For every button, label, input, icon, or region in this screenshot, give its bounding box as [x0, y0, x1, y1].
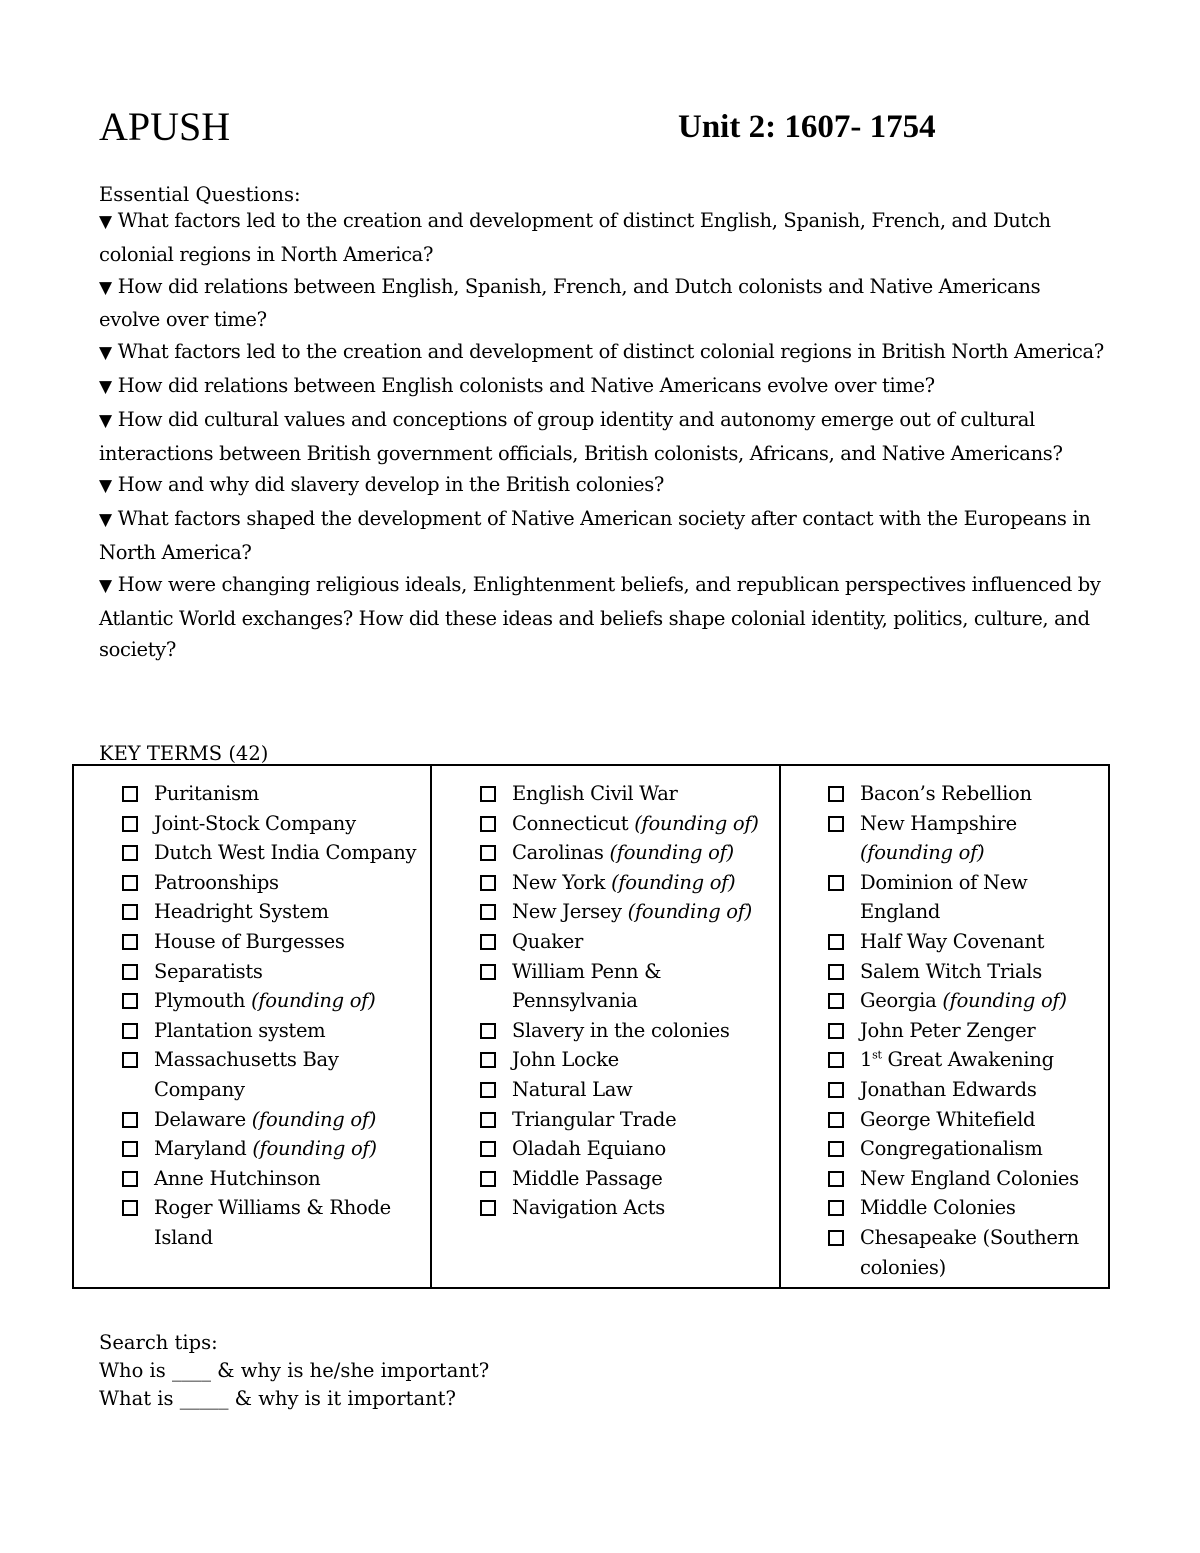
key-term-item: [828, 1164, 1108, 1194]
key-term-label: [154, 897, 329, 927]
key-term-item: [122, 986, 430, 1016]
key-term-item: [828, 1223, 1108, 1282]
key-term-text: John Locke: [512, 1048, 619, 1072]
search-tips-heading: Search tips:: [99, 1331, 218, 1354]
key-term-text: Triangular Trade: [512, 1107, 677, 1131]
key-term-label: [860, 809, 1108, 868]
essential-question-item: [99, 569, 1104, 666]
founding-qualifier: (founding of): [860, 841, 985, 865]
checkbox[interactable]: [122, 786, 138, 802]
key-term-text: Plymouth: [154, 989, 246, 1013]
checkbox[interactable]: [122, 1112, 138, 1128]
key-term-label: [154, 1193, 430, 1252]
checkbox[interactable]: [828, 964, 844, 980]
checkbox[interactable]: [828, 1141, 844, 1157]
checkbox[interactable]: [122, 875, 138, 891]
checkbox[interactable]: [480, 845, 496, 861]
checkbox[interactable]: [828, 1112, 844, 1128]
key-term-item: [480, 1016, 779, 1046]
key-term-label: [154, 1134, 377, 1164]
triangle-bullet-icon: ▼: [99, 212, 112, 232]
key-term-label: [512, 1134, 666, 1164]
checkbox[interactable]: [828, 1230, 844, 1246]
key-term-label: [512, 779, 678, 809]
key-term-label: [154, 809, 356, 839]
key-term-item: [122, 1045, 430, 1104]
essential-question-item: [99, 370, 1104, 404]
key-term-item: [480, 1134, 779, 1164]
triangle-bullet-icon: ▼: [99, 476, 112, 497]
triangle-bullet-icon: ▼: [99, 277, 112, 298]
key-term-label: [512, 1016, 730, 1046]
key-term-item: [122, 868, 430, 898]
key-term-label: [512, 957, 779, 1016]
checkbox[interactable]: [480, 1052, 496, 1068]
key-terms-table: [72, 764, 1110, 1289]
founding-qualifier: (founding of): [251, 1107, 377, 1131]
key-term-label: [154, 779, 259, 809]
key-term-item: [480, 868, 779, 898]
checkbox[interactable]: [480, 1200, 496, 1216]
key-term-text: Chesapeake (Southern colonies): [860, 1225, 1079, 1279]
checkbox[interactable]: [828, 875, 844, 891]
checkbox[interactable]: [828, 1052, 844, 1068]
key-term-item: [480, 1193, 779, 1223]
checkbox[interactable]: [122, 1200, 138, 1216]
triangle-bullet-icon: ▼: [99, 575, 112, 596]
key-term-label: [860, 1016, 1035, 1046]
key-term-text: Navigation Acts: [512, 1196, 665, 1220]
key-term-label: [860, 986, 1067, 1016]
key-term-text: Plantation system: [154, 1018, 326, 1042]
key-terms-column-3: [781, 766, 1108, 1287]
search-tip-line: Who is ____ & why is he/she important?: [99, 1359, 490, 1382]
checkbox[interactable]: [480, 934, 496, 950]
key-term-item: [122, 927, 430, 957]
key-term-item: [828, 779, 1108, 809]
key-term-text: New England Colonies: [860, 1166, 1079, 1190]
key-term-label: [154, 868, 279, 898]
key-term-text: Carolinas: [512, 841, 604, 865]
key-term-label: [154, 986, 375, 1016]
key-term-item: [122, 1193, 430, 1252]
key-term-text: William Penn & Pennsylvania: [512, 959, 662, 1013]
key-term-label: [512, 1045, 619, 1075]
key-term-item: [828, 1075, 1108, 1105]
key-term-item: [828, 868, 1108, 927]
checkbox[interactable]: [122, 964, 138, 980]
key-term-label: [154, 927, 345, 957]
key-term-item: [828, 986, 1108, 1016]
founding-qualifier: (founding of): [942, 989, 1067, 1013]
key-term-item: [480, 1045, 779, 1075]
key-term-item: [122, 838, 430, 868]
key-term-text: New York: [512, 870, 606, 894]
key-term-text: Anne Hutchinson: [154, 1166, 321, 1190]
key-term-text: Puritanism: [154, 782, 259, 805]
key-term-item: [480, 809, 779, 839]
key-term-label: [512, 1075, 632, 1105]
essential-question-text: What factors shaped the development of Native American society after contact with the Europeans in North America?: [99, 507, 1091, 564]
key-term-label: [512, 1164, 662, 1194]
key-term-item: [828, 809, 1108, 868]
essential-question-text: How did relations between English, Spanish, French, and Dutch colonists and Native Americans evolve over time?: [99, 274, 1041, 332]
essential-question-item: [99, 336, 1104, 370]
key-term-item: [122, 1105, 430, 1135]
key-term-text: Separatists: [154, 959, 263, 983]
key-term-text: House of Burgesses: [154, 929, 345, 953]
checkbox[interactable]: [122, 845, 138, 861]
essential-questions-list: [99, 205, 1104, 666]
checkbox[interactable]: [122, 993, 138, 1009]
key-term-text: Middle Colonies: [860, 1196, 1016, 1220]
key-term-text: Delaware: [154, 1107, 246, 1131]
checkbox[interactable]: [122, 1052, 138, 1068]
checkbox[interactable]: [828, 934, 844, 950]
key-term-item: [828, 1134, 1108, 1164]
key-term-label: [860, 779, 1032, 809]
triangle-bullet-icon: ▼: [99, 410, 112, 431]
key-term-item: [828, 1105, 1108, 1135]
key-term-label: [154, 957, 263, 987]
key-term-text: Natural Law: [512, 1077, 633, 1101]
checkbox[interactable]: [122, 934, 138, 950]
key-term-label: [512, 1193, 665, 1223]
key-term-label: [512, 927, 583, 957]
key-term-text: Half Way Covenant: [860, 929, 1045, 953]
founding-qualifier: (founding of): [252, 1137, 377, 1161]
checkbox[interactable]: [480, 816, 496, 832]
essential-question-text: How did relations between English colonists and Native Americans evolve over time?: [117, 373, 935, 397]
checkbox[interactable]: [480, 1141, 496, 1157]
key-term-label: [154, 1045, 430, 1104]
key-term-item: [122, 779, 430, 809]
checkbox[interactable]: [828, 1171, 844, 1187]
checkbox[interactable]: [828, 816, 844, 832]
key-term-text: Maryland: [154, 1137, 247, 1161]
key-term-label: [860, 1045, 1054, 1075]
key-term-item: [480, 1075, 779, 1105]
essential-question-text: How and why did slavery develop in the British colonies?: [117, 473, 664, 497]
key-term-text: New Jersey: [512, 900, 622, 924]
key-term-label: [512, 868, 735, 898]
founding-qualifier: (founding of): [609, 841, 734, 865]
key-term-item: [480, 957, 779, 1016]
key-term-item: [828, 957, 1108, 987]
founding-qualifier: (founding of): [634, 811, 759, 835]
key-term-item: [122, 1134, 430, 1164]
checkbox[interactable]: [828, 1023, 844, 1039]
ordinal-suffix: st: [872, 1048, 882, 1062]
key-term-label: [154, 838, 416, 868]
key-term-text: Salem Witch Trials: [860, 959, 1042, 983]
key-terms-column-2: [432, 766, 781, 1287]
key-term-text: Georgia: [860, 989, 937, 1013]
key-term-item: [828, 1045, 1108, 1075]
key-term-text: Dutch West India Company: [154, 841, 417, 865]
checkbox[interactable]: [480, 904, 496, 920]
key-term-text: John Peter Zenger: [860, 1018, 1036, 1042]
key-term-label: [860, 1223, 1108, 1282]
checkbox[interactable]: [480, 964, 496, 980]
checkbox[interactable]: [828, 786, 844, 802]
key-term-text: Headright System: [154, 900, 329, 924]
key-term-text: Oladah Equiano: [512, 1137, 666, 1161]
key-term-text: Patroonships: [154, 870, 279, 894]
essential-question-text: How were changing religious ideals, Enlightenment beliefs, and republican perspectives influenced by Atlantic World exchanges? How did these ideas and beliefs shape colonial identity, politics, culture, and society?: [99, 572, 1101, 662]
key-term-text: Roger Williams & Rhode Island: [154, 1196, 391, 1249]
checkbox[interactable]: [480, 1112, 496, 1128]
key-term-item: [480, 1164, 779, 1194]
key-term-label: [860, 1075, 1037, 1105]
founding-qualifier: (founding of): [627, 900, 752, 924]
triangle-bullet-icon: ▼: [99, 343, 112, 364]
key-term-item: [122, 897, 430, 927]
document-header: [99, 102, 1200, 152]
key-term-label: [512, 1105, 676, 1135]
key-term-label: [860, 957, 1042, 987]
key-term-label: [512, 809, 759, 839]
key-terms-heading: KEY TERMS (42): [99, 742, 269, 765]
checkbox[interactable]: [122, 1141, 138, 1157]
key-term-text: Middle Passage: [512, 1166, 663, 1190]
essential-question-text: How did cultural values and conceptions of group identity and autonomy emerge out of cultural interactions between British government officials, British colonists, Africans, and Native Americans?: [99, 407, 1063, 465]
checkbox[interactable]: [828, 1200, 844, 1216]
key-term-label: [154, 1016, 325, 1046]
key-term-text: Jonathan Edwards: [860, 1077, 1037, 1101]
key-term-label: [154, 1105, 376, 1135]
checkbox[interactable]: [480, 786, 496, 802]
checkbox[interactable]: [480, 1171, 496, 1187]
key-term-item: [122, 809, 430, 839]
checkbox[interactable]: [828, 993, 844, 1009]
essential-question-item: [99, 503, 1104, 569]
key-term-item: [828, 1193, 1108, 1223]
course-title: APUSH: [99, 104, 231, 149]
key-term-text: Bacon’s Rebellion: [860, 782, 1032, 805]
essential-question-item: [99, 271, 1104, 337]
key-term-item: [480, 897, 779, 927]
key-term-text: New Hampshire: [860, 811, 1017, 835]
essential-questions-heading: Essential Questions:: [99, 183, 301, 206]
key-term-text: Dominion of New England: [860, 870, 1028, 924]
checkbox[interactable]: [480, 1082, 496, 1098]
key-term-item: [480, 927, 779, 957]
checkbox[interactable]: [480, 875, 496, 891]
key-term-text: Massachusetts Bay Company: [154, 1048, 339, 1101]
essential-question-item: [99, 205, 1104, 271]
key-term-item: [828, 927, 1108, 957]
essential-question-item: [99, 469, 1104, 503]
checkbox[interactable]: [480, 1023, 496, 1039]
unit-title: Unit 2: 1607- 1754: [678, 109, 936, 145]
key-term-item: [122, 957, 430, 987]
key-term-label: [860, 1164, 1079, 1194]
key-term-label: [512, 838, 734, 868]
triangle-bullet-icon: ▼: [99, 510, 112, 531]
checkbox[interactable]: [828, 1082, 844, 1098]
checkbox[interactable]: [122, 1023, 138, 1039]
key-term-label: [512, 897, 752, 927]
key-term-text: Joint-Stock Company: [154, 811, 356, 835]
essential-question-item: [99, 404, 1104, 470]
key-term-label: [860, 1105, 1035, 1135]
key-term-label: [860, 868, 1108, 927]
key-term-text: Slavery in the colonies: [512, 1018, 730, 1042]
key-term-text: Great Awakening: [887, 1048, 1054, 1072]
key-term-text: Quaker: [512, 929, 584, 953]
key-term-text: English Civil War: [512, 782, 678, 805]
key-term-item: [480, 779, 779, 809]
founding-qualifier: (founding of): [251, 989, 376, 1013]
essential-question-text: What factors led to the creation and development of distinct English, Spanish, French, and Dutch colonial regions in North America?: [99, 209, 1051, 266]
key-term-item: [480, 838, 779, 868]
key-term-item: [828, 1016, 1108, 1046]
key-term-label: [860, 927, 1044, 957]
checkbox[interactable]: [122, 816, 138, 832]
key-term-label: [860, 1134, 1043, 1164]
essential-question-text: What factors led to the creation and development of distinct colonial regions in British North America?: [117, 340, 1104, 364]
ordinal-number: 1: [860, 1048, 873, 1072]
triangle-bullet-icon: ▼: [99, 376, 112, 397]
key-term-text: Congregationalism: [860, 1137, 1043, 1161]
key-term-item: [122, 1164, 430, 1194]
key-term-text: George Whitefield: [860, 1107, 1036, 1131]
founding-qualifier: (founding of): [611, 870, 736, 894]
key-term-item: [480, 1105, 779, 1135]
key-term-label: [860, 1193, 1016, 1223]
key-terms-column-1: [74, 766, 432, 1287]
key-term-text: Connecticut: [512, 811, 629, 835]
checkbox[interactable]: [122, 904, 138, 920]
key-term-item: [122, 1016, 430, 1046]
search-tip-line: What is _____ & why is it important?: [99, 1387, 456, 1410]
checkbox[interactable]: [122, 1171, 138, 1187]
search-tips: [99, 1329, 489, 1413]
key-term-label: [154, 1164, 320, 1194]
